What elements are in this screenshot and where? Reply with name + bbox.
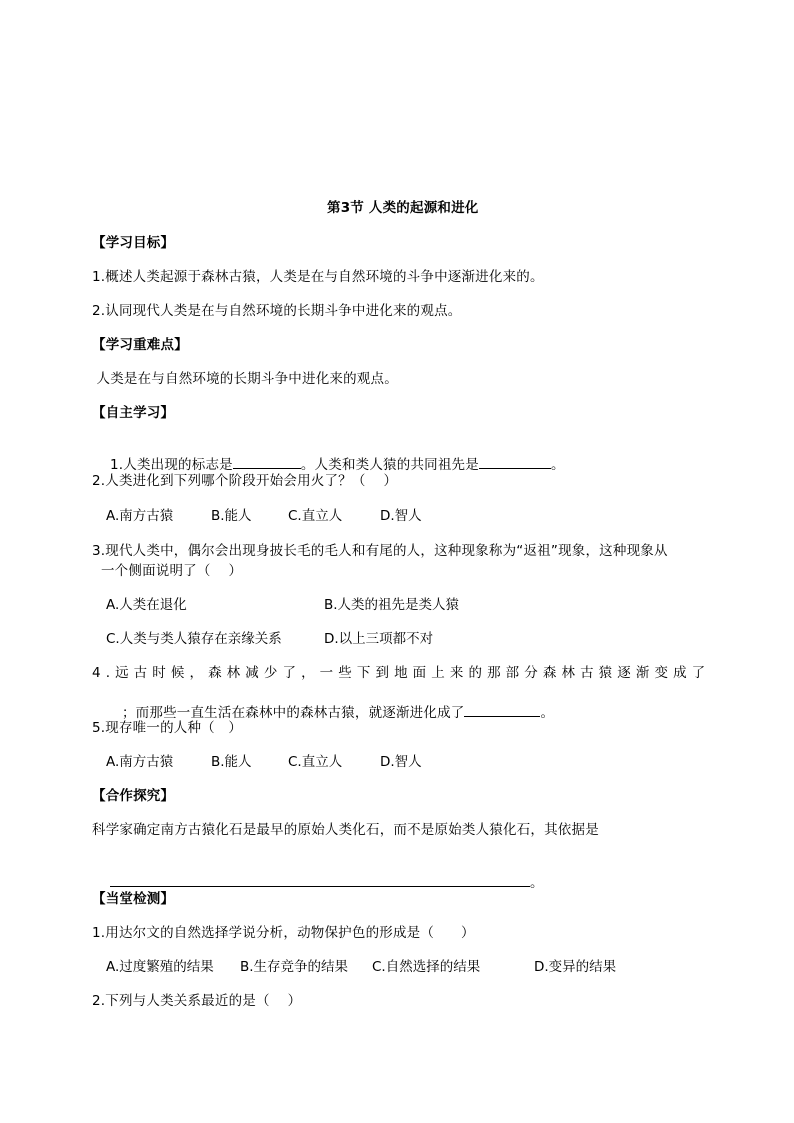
option-c: C.直立人 — [288, 508, 343, 524]
objective-item-1: 1.概述人类起源于森林古猿，人类是在与自然环境的斗争中逐渐进化来的。 — [92, 269, 544, 285]
option-c: C.自然选择的结果 — [372, 959, 481, 975]
objective-item-2: 2.认同现代人类是在与自然环境的长期斗争中进化来的观点。 — [92, 303, 462, 319]
q1-text-c: 。 — [550, 457, 565, 473]
key-points-heading: 【学习重难点】 — [92, 337, 188, 353]
option-c: C.直立人 — [288, 754, 343, 770]
self-study-q3-stem-2: 一个侧面说明了（ ） — [92, 563, 243, 579]
option-a: A.过度繁殖的结果 — [106, 959, 214, 975]
classroom-check-q1-stem: 1.用达尔文的自然选择学说分析，动物保护色的形成是（ ） — [92, 925, 475, 941]
self-study-heading: 【自主学习】 — [92, 405, 175, 421]
classroom-check-q2-stem: 2.下列与人类关系最近的是（ ） — [92, 993, 302, 1009]
key-points-text: 人类是在与自然环境的长期斗争中进化来的观点。 — [92, 371, 398, 387]
cooperation-end: 。 — [529, 875, 544, 891]
answer-blank[interactable] — [464, 704, 540, 717]
page-title: 第3节 人类的起源和进化 — [327, 200, 479, 216]
self-study-q3-stem-1: 3.现代人类中，偶尔会出现身披长毛的毛人和有尾的人，这种现象称为“返祖”现象，这种现象从 — [92, 543, 668, 559]
option-d: D.变异的结果 — [534, 959, 617, 975]
option-a: A.人类在退化 — [106, 597, 187, 613]
option-b: B.能人 — [211, 754, 252, 770]
answer-blank[interactable] — [233, 456, 301, 469]
answer-blank[interactable] — [110, 874, 530, 887]
option-d: D.智人 — [380, 508, 422, 524]
q4-text-b: 。 — [540, 705, 555, 721]
self-study-q5-stem: 5.现存唯一的人种（ ） — [92, 720, 243, 736]
option-d: D.智人 — [380, 754, 422, 770]
cooperation-heading: 【合作探究】 — [92, 788, 175, 804]
option-b: B.生存竞争的结果 — [240, 959, 349, 975]
self-study-q2-stem: 2.人类进化到下列哪个阶段开始会用火了？（ ） — [92, 473, 398, 489]
option-a: A.南方古猿 — [106, 754, 174, 770]
answer-blank[interactable] — [479, 456, 551, 469]
self-study-q4-line-1: 4.远古时候，森林减少了，一些下到地面上来的那部分森林古猿逐渐变成了 — [92, 665, 711, 681]
option-d: D.以上三项都不对 — [324, 631, 434, 647]
option-b: B.能人 — [211, 508, 252, 524]
q4-text-a: ；而那些一直生活在森林中的森林古猿，就逐渐进化成了 — [121, 705, 465, 721]
classroom-check-heading: 【当堂检测】 — [92, 891, 175, 907]
option-a: A.南方古猿 — [106, 508, 174, 524]
cooperation-text: 科学家确定南方古猿化石是最早的原始人类化石，而不是原始类人猿化石，其依据是 — [92, 822, 599, 838]
objectives-heading: 【学习目标】 — [92, 235, 175, 251]
q1-text-a: 1.人类出现的标志是 — [109, 457, 233, 473]
option-b: B.人类的祖先是类人猿 — [324, 597, 460, 613]
option-c: C.人类与类人猿存在亲缘关系 — [106, 631, 282, 647]
q1-text-b: 。人类和类人猿的共同祖先是 — [300, 457, 479, 473]
